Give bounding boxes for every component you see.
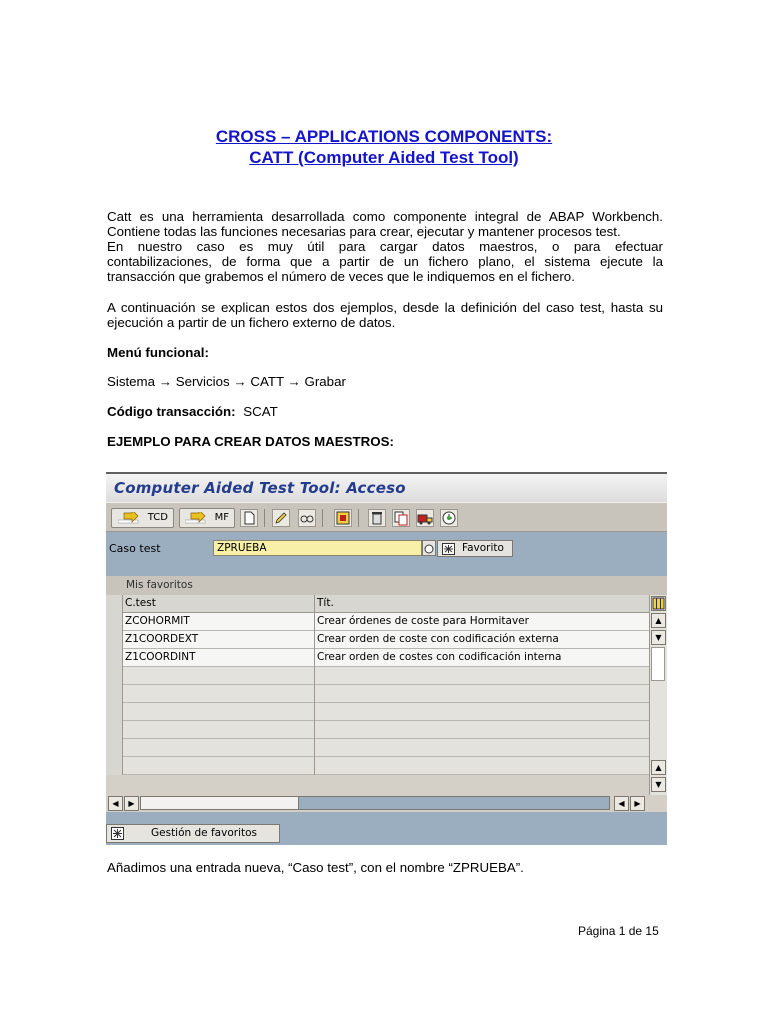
transport-icon[interactable] [416,509,434,527]
scroll-page-down-button[interactable]: ▼ [651,777,666,792]
sap-toolbar [106,502,667,532]
row-selector[interactable] [106,757,123,775]
column-header-ctest[interactable]: C.test [124,595,315,613]
row-selector[interactable] [106,721,123,739]
intro-paragraph [107,209,663,284]
column-settings-icon[interactable] [651,596,666,611]
scroll-down-button[interactable]: ▼ [651,630,666,645]
table-row[interactable] [106,631,649,649]
grid-rows [106,613,649,775]
favorite-icon [442,543,455,555]
continuation-paragraph [107,300,663,330]
column-header-tit[interactable]: Tít. [317,597,334,609]
favorito-button[interactable] [437,540,513,557]
cell-ctest[interactable]: Z1COORDINT [124,649,315,667]
intro-line: En nuestro caso es muy útil para cargar datos maestros, o para efectuar [107,239,663,254]
caso-test-input[interactable]: ZPRUEBA [213,540,422,556]
example-heading: EJEMPLO PARA CREAR DATOS MAESTROS: [107,434,394,449]
doc-title-line-2: CATT (Computer Aided Test Tool) [249,148,519,167]
doc-title-line-1: CROSS – APPLICATIONS COMPONENTS: [215,127,553,146]
table-row-empty[interactable] [106,703,649,721]
cell-title[interactable]: Crear órdenes de coste para Hormitaver [317,615,529,627]
toolbar-separator [264,509,265,527]
cell-empty[interactable] [124,721,315,739]
display-icon[interactable] [298,509,316,527]
scroll-left-button[interactable]: ◀ [614,796,629,811]
arrow-right-icon [185,512,207,524]
scroll-up-button[interactable]: ▲ [651,613,666,628]
row-selector[interactable] [106,685,123,703]
copy-icon[interactable] [392,509,410,527]
horizontal-scrollbar[interactable] [106,795,667,812]
toolbar-separator [358,509,359,527]
horizontal-scroll-thumb[interactable] [141,797,299,809]
tcd-button[interactable] [111,508,174,528]
create-icon[interactable] [240,509,258,527]
transaction-code-label: Código transacción: [107,404,236,419]
scroll-left-button[interactable]: ◀ [108,796,123,811]
intro-line: Contiene todas las funciones necesarias para crear, ejecutar y mantener procesos test. [107,224,621,239]
page-footer: Página 1 de 15 [578,924,659,938]
grid-header [106,595,649,613]
gestion-favoritos-button[interactable] [106,824,280,843]
toolbar-separator [322,509,323,527]
cell-empty[interactable] [124,757,315,775]
continuation-line: A continuación se explican estos dos ejemplos, desde la definición del caso test, hasta su [107,300,663,315]
scroll-right-button[interactable]: ▶ [124,796,139,811]
search-help-icon[interactable] [422,540,436,556]
row-selector-header[interactable] [106,595,123,613]
caso-test-label: Caso test [109,542,161,555]
scroll-right-button[interactable]: ▶ [630,796,645,811]
cell-title[interactable]: Crear orden de coste con codificación externa [317,633,559,645]
intro-line: Catt es una herramienta desarrollada como componente integral de ABAP Workbench. [107,209,663,224]
sap-screenshot [106,472,667,845]
cell-ctest[interactable]: ZCOHORMIT [124,613,315,631]
grid-title: Mis favoritos [106,576,667,595]
caption: Añadimos una entrada nueva, “Caso test”, con el nombre “ZPRUEBA”. [107,860,524,875]
favorito-label: Favorito [462,542,504,554]
intro-line: contabilizaciones, de forma que a partir de un fichero plano, el sistema ejecute la [107,254,663,269]
table-row[interactable] [106,649,649,667]
horizontal-scroll-track[interactable] [140,796,610,810]
vertical-scroll-thumb[interactable] [651,647,665,681]
cell-ctest[interactable]: Z1COORDEXT [124,631,315,649]
row-selector[interactable] [106,703,123,721]
sap-title-bar [106,474,667,502]
cell-title[interactable]: Crear orden de costes con codificación interna [317,651,562,663]
mf-label: MF [214,512,229,523]
continuation-line: ejecución a partir de un fichero externo de datos. [107,315,396,330]
table-row[interactable] [106,613,649,631]
cell-empty[interactable] [124,667,315,685]
execute-icon[interactable] [334,509,352,527]
intro-line: transacción que grabemos el número de veces que le indiquemos en el fichero. [107,269,575,284]
vertical-scrollbar[interactable] [649,595,667,795]
gestion-favoritos-label: Gestión de favoritos [151,827,257,839]
row-selector[interactable] [106,613,123,631]
table-row-empty[interactable] [106,739,649,757]
transaction-code-value: SCAT [243,404,278,419]
menu-label: Menú funcional: [107,345,209,360]
table-row-empty[interactable] [106,685,649,703]
edit-icon[interactable] [272,509,290,527]
row-selector[interactable] [106,739,123,757]
transaction-code-line [107,404,663,419]
row-selector[interactable] [106,649,123,667]
row-selector[interactable] [106,631,123,649]
mf-button[interactable] [179,508,235,528]
menu-path: Sistema → Servicios → CATT → Grabar [107,374,346,389]
table-row-empty[interactable] [106,721,649,739]
favorites-grid [106,576,667,808]
scroll-page-up-button[interactable]: ▲ [651,760,666,775]
sap-window-title: Computer Aided Test Tool: Acceso [114,479,406,497]
clock-icon[interactable] [440,509,458,527]
cell-empty[interactable] [124,703,315,721]
table-row-empty[interactable] [106,667,649,685]
table-row-empty[interactable] [106,757,649,775]
row-selector[interactable] [106,667,123,685]
tcd-label: TCD [147,512,168,523]
delete-icon[interactable] [368,509,386,527]
cell-empty[interactable] [124,685,315,703]
sap-body [106,532,667,845]
favorite-icon [111,827,124,840]
cell-empty[interactable] [124,739,315,757]
arrow-right-icon [118,512,140,524]
